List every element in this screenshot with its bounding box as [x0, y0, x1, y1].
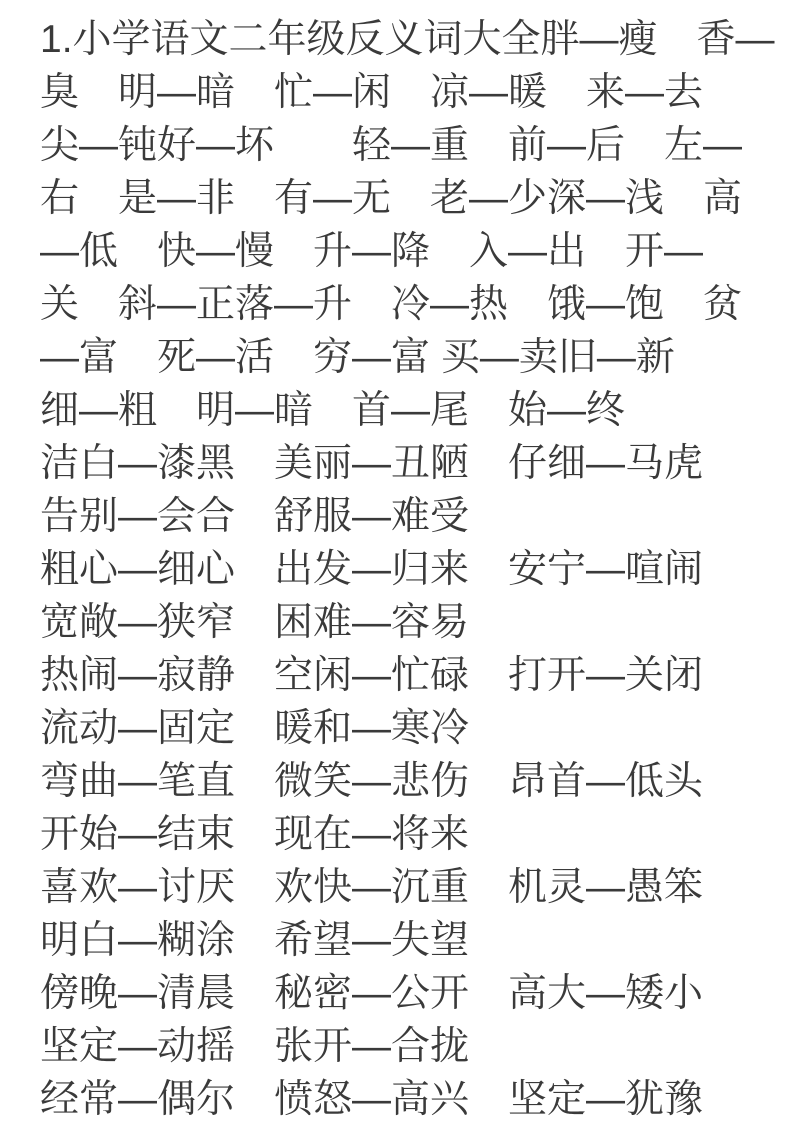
text-line: 明白—糊涂 希望—失望	[40, 919, 470, 962]
text-line-title: 1.小学语文二年级反义词大全胖—瘦 香—	[40, 18, 775, 61]
text-line: 流动—固定 暖和—寒冷	[40, 707, 470, 750]
text-line: 臭 明—暗 忙—闲 凉—暖 来—去	[40, 71, 704, 114]
text-line: 粗心—细心 出发—归来 安宁—喧闹	[40, 548, 704, 591]
text-line: 关 斜—正落—升 冷—热 饿—饱 贫	[40, 283, 743, 326]
text-line: 尖—钝好—坏 轻—重 前—后 左—	[40, 124, 743, 167]
text-line: 告别—会合 舒服—难受	[40, 495, 470, 538]
text-line: 经常—偶尔 愤怒—高兴 坚定—犹豫	[40, 1078, 704, 1121]
text-line: 洁白—漆黑 美丽—丑陋 仔细—马虎	[40, 442, 704, 485]
text-line: 宽敞—狭窄 困难—容易	[40, 601, 470, 644]
text-line: —富 死—活 穷—富 买—卖旧—新	[40, 336, 675, 379]
text-line: —低 快—慢 升—降 入—出 开—	[40, 230, 704, 273]
text-line: 喜欢—讨厌 欢快—沉重 机灵—愚笨	[40, 866, 704, 909]
text-line: 热闹—寂静 空闲—忙碌 打开—关闭	[40, 654, 704, 697]
text-line: 弯曲—笔直 微笑—悲伤 昂首—低头	[40, 760, 704, 803]
text-line: 坚定—动摇 张开—合拢	[40, 1025, 470, 1068]
text-line: 右 是—非 有—无 老—少深—浅 高	[40, 177, 743, 220]
text-line: 开始—结束 现在—将来	[40, 813, 470, 856]
text-line: 细—粗 明—暗 首—尾 始—终	[40, 389, 626, 432]
text-line: 傍晚—清晨 秘密—公开 高大—矮小	[40, 972, 704, 1015]
